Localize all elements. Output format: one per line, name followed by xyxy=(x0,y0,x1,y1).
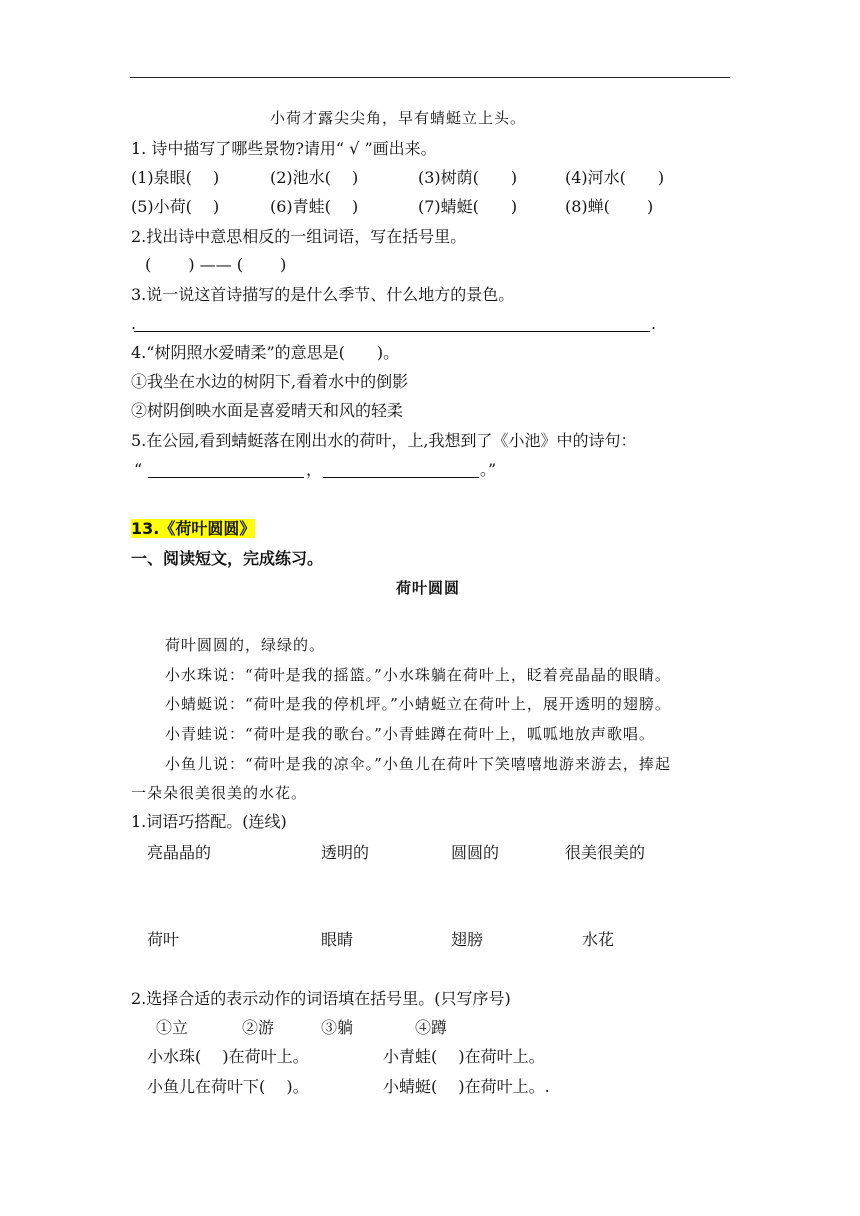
fill-question: 2.选择合适的表示动作的词语填在括号里。(只写序号) xyxy=(131,989,511,1008)
header-rule xyxy=(130,77,730,78)
q3-dot-right: . xyxy=(651,314,657,333)
fill-choice: ④蹲 xyxy=(415,1018,448,1037)
question-4: 4.“树阴照水爱晴柔”的意思是( )。 xyxy=(131,343,400,362)
q2-answer-blank[interactable]: ( ) —— ( ) xyxy=(145,255,287,274)
match-top-word[interactable]: 亮晶晶的 xyxy=(147,843,212,862)
fill-choice: ①立 xyxy=(156,1018,189,1037)
poem-last-line: 小荷才露尖尖角，早有蜻蜓立上头。 xyxy=(270,109,527,127)
q1-option: (3)树荫( ) xyxy=(418,168,518,187)
q5-comma: ， xyxy=(306,460,323,479)
reading-instruction: 一、阅读短文，完成练习。 xyxy=(131,549,324,568)
q1-option: (2)池水( ) xyxy=(270,168,359,187)
fill-sentence[interactable]: 小水珠( )在荷叶上。 xyxy=(147,1047,309,1066)
passage-paragraph: 一朵朵很美很美的水花。 xyxy=(131,784,308,802)
match-top-word[interactable]: 很美很美的 xyxy=(565,843,646,862)
question-5: 5.在公园,看到蜻蜓落在刚出水的荷叶，上,我想到了《小池》中的诗句： xyxy=(131,431,637,450)
q1-option: (7)蜻蜓( ) xyxy=(418,197,518,216)
q5-open-quote: “ xyxy=(134,460,143,479)
match-bottom-word[interactable]: 荷叶 xyxy=(147,930,180,949)
passage-title: 荷叶圆圆 xyxy=(396,579,461,597)
q4-option-2: ②树阴倒映水面是喜爱晴天和风的轻柔 xyxy=(131,401,404,420)
q3-answer-line[interactable] xyxy=(134,331,650,332)
q1-option: (1)泉眼( ) xyxy=(131,168,220,187)
fill-choice: ②游 xyxy=(242,1018,275,1037)
passage-paragraph: 小水珠说：“荷叶是我的摇篮。”小水珠躺在荷叶上，眨着亮晶晶的眼睛。 xyxy=(165,666,671,684)
question-1: 1. 诗中描写了哪些景物?请用“ √ ”画出来。 xyxy=(131,139,437,158)
fill-choice: ③躺 xyxy=(321,1018,354,1037)
match-question: 1.词语巧搭配。(连线) xyxy=(131,812,287,831)
section-heading xyxy=(131,519,255,539)
q3-dot-left: . xyxy=(131,314,137,333)
match-bottom-word[interactable]: 眼睛 xyxy=(321,930,354,949)
fill-sentence[interactable]: 小青蛙( )在荷叶上。 xyxy=(383,1047,545,1066)
q1-option: (4)河水( ) xyxy=(565,168,665,187)
q4-option-1: ①我坐在水边的树阴下,看着水中的倒影 xyxy=(131,372,409,391)
passage-paragraph: 小鱼儿说：“荷叶是我的凉伞。”小鱼儿在荷叶下笑嘻嘻地游来游去，捧起 xyxy=(165,755,671,773)
q5-close-quote: 。” xyxy=(480,460,497,479)
q5-answer-line-2[interactable] xyxy=(323,477,479,478)
fill-sentence[interactable]: 小蜻蜓( )在荷叶上。. xyxy=(383,1077,550,1096)
match-top-word[interactable]: 圆圆的 xyxy=(451,843,500,862)
q5-answer-line-1[interactable] xyxy=(148,477,304,478)
match-top-word[interactable]: 透明的 xyxy=(321,843,370,862)
match-bottom-word[interactable]: 翅膀 xyxy=(451,930,484,949)
fill-sentence[interactable]: 小鱼儿在荷叶下( )。 xyxy=(147,1077,309,1096)
passage-paragraph: 小青蛙说：“荷叶是我的歌台。”小青蛙蹲在荷叶上，呱呱地放声歌唱。 xyxy=(165,725,655,743)
passage-paragraph: 小蜻蜓说：“荷叶是我的停机坪。”小蜻蜓立在荷叶上，展开透明的翅膀。 xyxy=(165,695,671,713)
passage-paragraph: 荷叶圆圆的，绿绿的。 xyxy=(165,636,326,654)
match-bottom-word[interactable]: 水花 xyxy=(582,930,615,949)
section-heading-text: 13.《荷叶圆圆》 xyxy=(131,519,256,538)
q1-option: (6)青蛙( ) xyxy=(270,197,359,216)
question-3: 3.说一说这首诗描写的是什么季节、什么地方的景色。 xyxy=(131,285,515,304)
q1-option: (8)蝉( ) xyxy=(565,197,654,216)
q1-option: (5)小荷( ) xyxy=(131,197,220,216)
question-2: 2.找出诗中意思相反的一组词语，写在括号里。 xyxy=(131,227,467,246)
